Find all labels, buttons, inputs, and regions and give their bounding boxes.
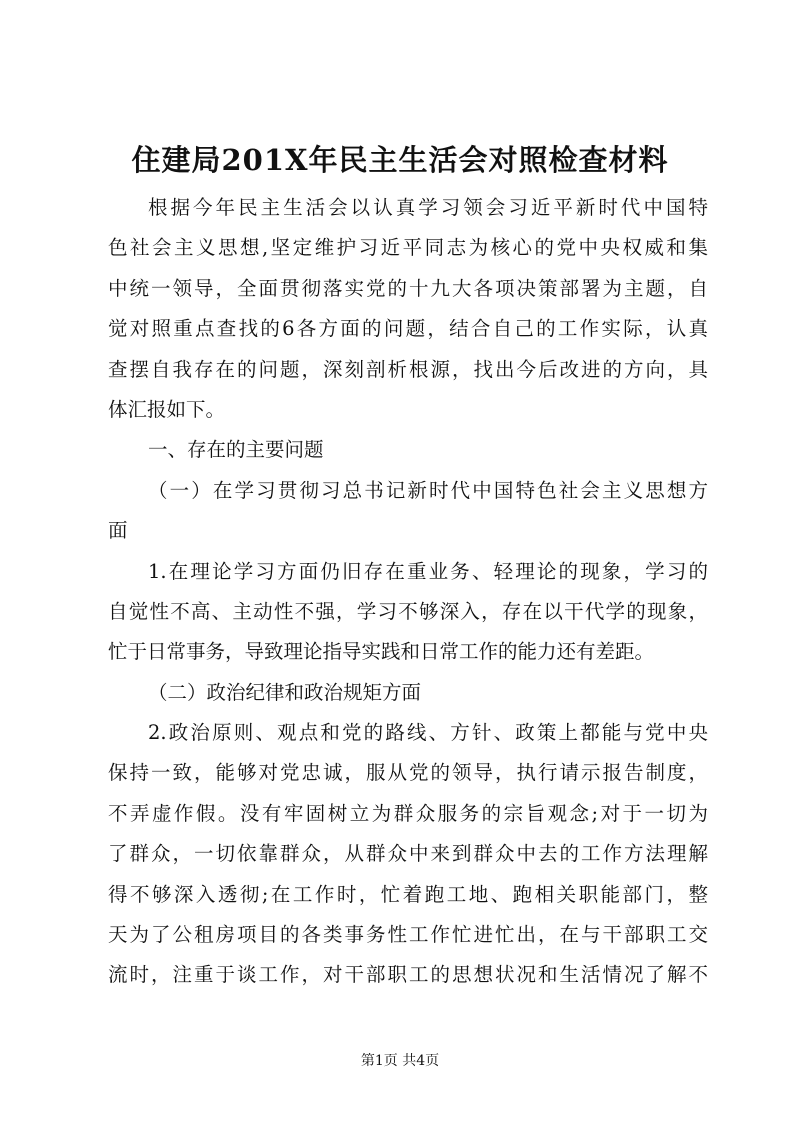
document-body: [108, 188, 708, 996]
text-line: 了群众，一切依靠群众，从群众中来到群众中去的工作方法理解: [108, 842, 708, 866]
text-line: 自觉性不高、主动性不强，学习不够深入，存在以干代学的现象，: [108, 599, 708, 623]
text-line: 忙于日常事务，导致理论指导实践和日常工作的能力还有差距。: [108, 640, 655, 664]
text-line: 保持一致，能够对党忠诚，服从党的领导，执行请示报告制度，: [108, 761, 708, 785]
document-title: 住建局201X年民主生活会对照检查材料: [131, 143, 669, 177]
text-line: 不弄虚作假。没有牢固树立为群众服务的宗旨观念;对于一切为: [108, 801, 708, 825]
text-line: 根据今年民主生活会以认真学习领会习近平新时代中国特: [148, 196, 708, 219]
page-footer: 第1页 共4页: [360, 1053, 440, 1069]
text-line: （二）政治纪律和政治规矩方面: [148, 680, 422, 704]
text-line: 色社会主义思想,坚定维护习近平同志为核心的党中央权威和集: [108, 236, 708, 260]
text-line: 得不够深入透彻;在工作时，忙着跑工地、跑相关职能部门，整: [108, 882, 708, 906]
text-line: 2.政治原则、观点和党的路线、方针、政策上都能与党中央: [148, 721, 708, 745]
text-line: 中统一领导，全面贯彻落实党的十九大各项决策部署为主题，自: [108, 276, 708, 300]
text-line: 觉对照重点查找的6各方面的问题，结合自己的工作实际，认真: [108, 317, 708, 341]
text-line: （一）在学习贯彻习总书记新时代中国特色社会主义思想方: [148, 478, 708, 502]
text-line: 流时，注重于谈工作，对干部职工的思想状况和生活情况了解不: [108, 963, 708, 987]
text-line: 天为了公租房项目的各类事务性工作忙进忙出，在与干部职工交: [108, 923, 708, 947]
text-line: 1.在理论学习方面仍旧存在重业务、轻理论的现象，学习的: [148, 559, 708, 583]
text-line: 查摆自我存在的问题，深刻剖析根源，找出今后改进的方向，具: [108, 357, 708, 381]
text-line: 一、存在的主要问题: [148, 438, 324, 462]
text-line: 面: [108, 519, 128, 543]
text-line: 体汇报如下。: [108, 397, 226, 421]
